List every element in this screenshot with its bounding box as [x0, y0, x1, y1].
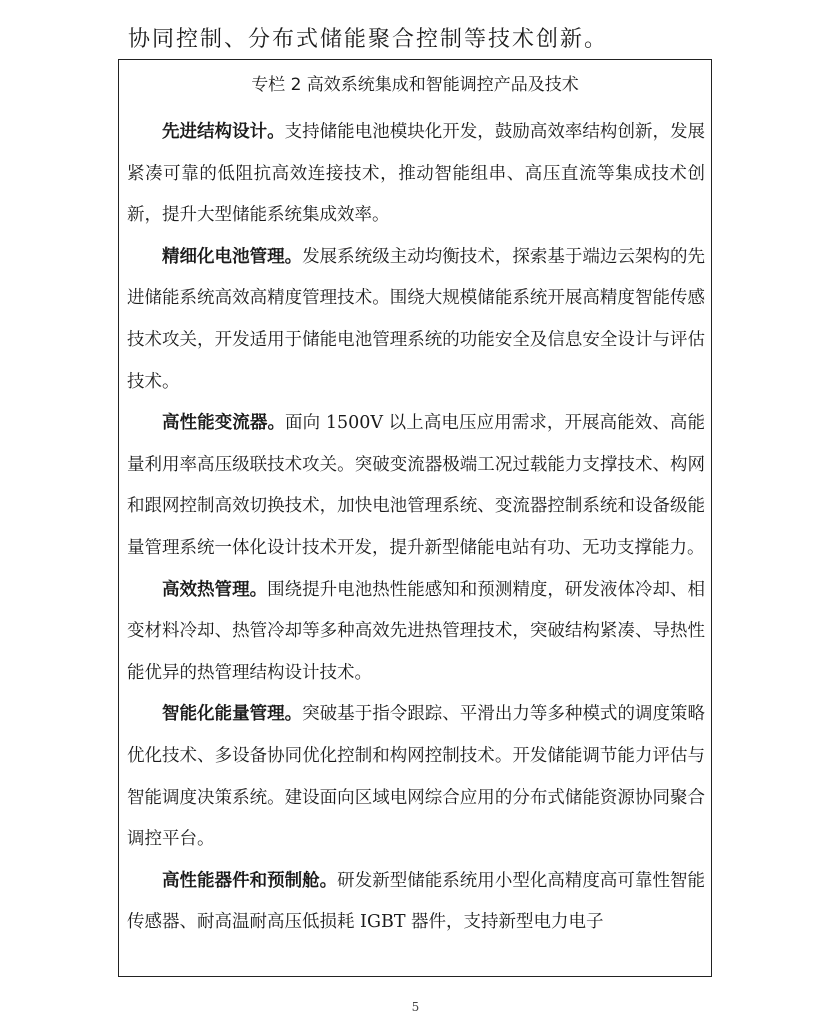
paragraph-heading: 高性能变流器。: [162, 413, 286, 434]
paragraph-heading: 高效热管理。: [162, 579, 268, 600]
paragraph-text: 突破基于指令跟踪、平滑出力等多种模式的调度策略优化技术、多设备协同优化控制和构网控制技术。开发储能调节能力评估与智能调度决策系统。建设面向区域电网综合应用的分布式储能资源协同聚合调控平台。: [127, 704, 706, 850]
page-number: 5: [411, 1000, 420, 1014]
paragraph-heading: 智能化能量管理。: [162, 704, 303, 725]
paragraph-heading: 高性能器件和预制舱。: [162, 870, 338, 891]
paragraph-devices-prefab-cabin: [127, 861, 705, 944]
paragraph-converter: [127, 403, 705, 569]
paragraph-text: 支持储能电池模块化开发，鼓励高效率结构创新，发展紧凑可靠的低阻抗高效连接技术，推动智能组串、高压直流等集成技术创新，提升大型储能系统集成效率。: [127, 122, 706, 226]
box-paragraphs: [127, 112, 705, 944]
box-title: 专栏 2 高效系统集成和智能调控产品及技术: [251, 75, 579, 95]
paragraph-heading: 精细化电池管理。: [162, 246, 303, 267]
column-box: [118, 59, 712, 977]
paragraph-battery-management: [127, 237, 705, 403]
paragraph-heading: 先进结构设计。: [162, 122, 285, 142]
paragraph-energy-management: [127, 694, 705, 860]
paragraph-text: 研发新型储能系统用小型化高精度高可靠性智能传感器、耐高温耐高压低损耗 IGBT 器件，支持新型电力电子: [127, 870, 706, 933]
paragraph-text: 面向 1500V 以上高电压应用需求，开展高能效、高能量利用率高压级联技术攻关。突破变流器极端工况过载能力支撑技术、构网和跟网控制高效切换技术，加快电池管理系统、变流器控制系统和设备级能量管理系统一体化设计技术开发，提升新型储能电站有功、无功支撑能力。: [127, 413, 705, 558]
paragraph-text: 发展系统级主动均衡技术，探索基于端边云架构的先进储能系统高效高精度管理技术。围绕大规模储能系统开展高精度智能传感技术攻关，开发适用于储能电池管理系统的功能安全及信息安全设计与评估技术。: [127, 246, 706, 392]
paragraph-structure-design: [127, 112, 705, 237]
paragraph-text: 围绕提升电池热性能感知和预测精度，研发液体冷却、相变材料冷却、热管冷却等多种高效先进热管理技术，突破结构紧凑、导热性能优异的热管理结构设计技术。: [127, 579, 706, 683]
paragraph-thermal-management: [127, 570, 705, 695]
lead-line: 协同控制、分布式储能聚合控制等技术创新。: [128, 27, 609, 52]
